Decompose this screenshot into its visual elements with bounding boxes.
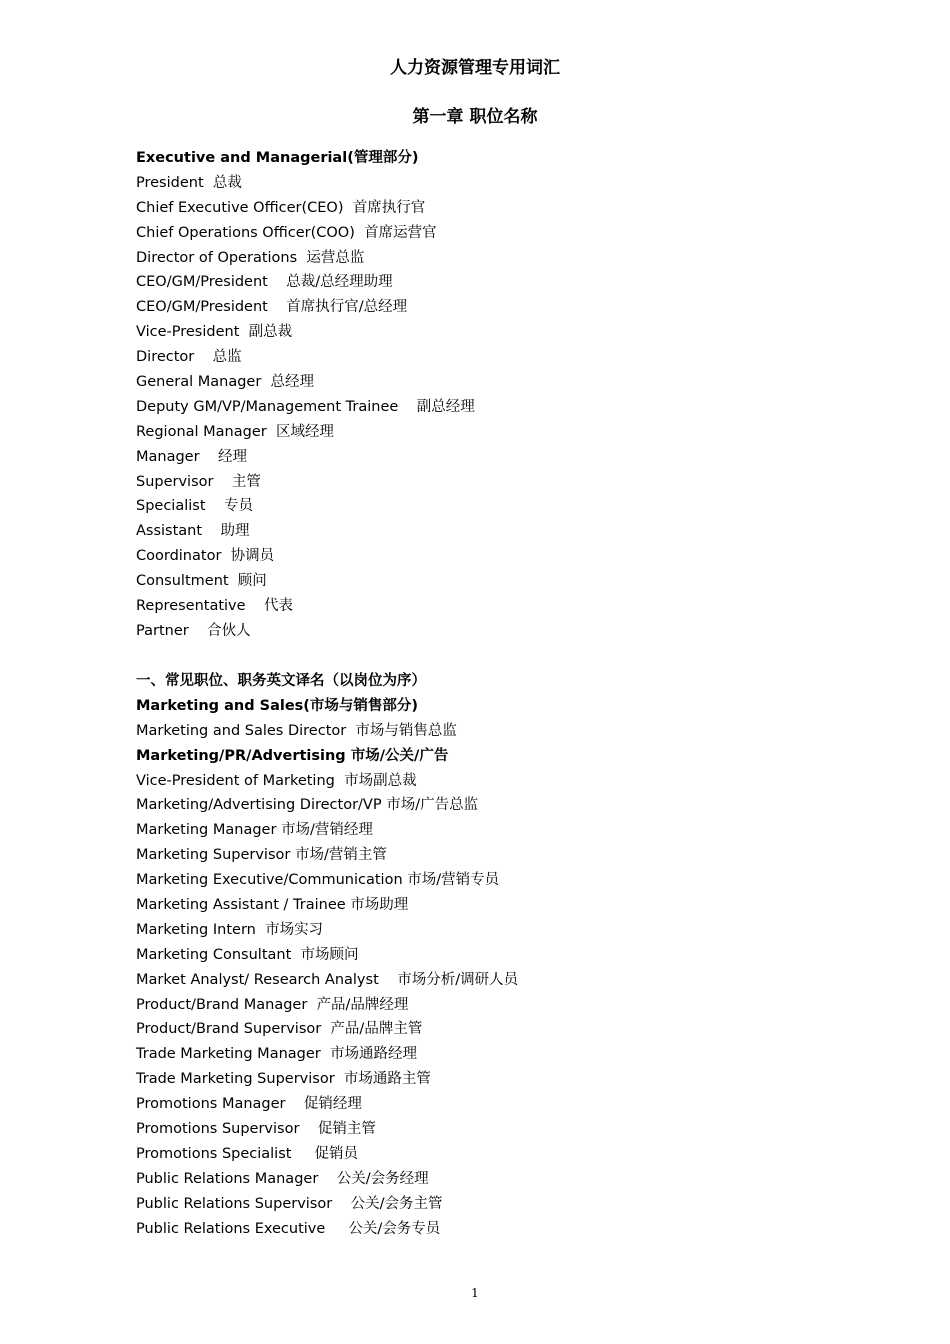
- list-item: Public Relations Manager 公关/会务经理: [136, 1170, 429, 1187]
- list-item: Vice-President of Marketing 市场副总裁: [136, 772, 417, 789]
- list-item: Vice-President 副总裁: [136, 324, 293, 341]
- list-item: Promotions Manager 促销经理: [136, 1096, 362, 1113]
- list-item: Director of Operations 运营总监: [136, 249, 365, 266]
- list-item: Deputy GM/VP/Management Trainee 副总经理: [136, 398, 475, 415]
- list-item: Manager 经理: [136, 448, 247, 465]
- list-item: President 总裁: [136, 174, 242, 191]
- list-item: Consultment 顾问: [136, 573, 267, 590]
- document-title: 人力资源管理专用词汇: [390, 58, 560, 78]
- list-item: Marketing and Sales Director 市场与销售总监: [136, 722, 457, 739]
- list-item: Director 总监: [136, 349, 242, 366]
- chapter-title: 第一章 职位名称: [412, 107, 538, 127]
- section-heading: 一、常见职位、职务英文译名（以岗位为序）: [136, 673, 426, 689]
- list-item: Representative 代表: [136, 598, 294, 615]
- list-item: Trade Marketing Supervisor 市场通路主管: [136, 1071, 431, 1088]
- list-item: CEO/GM/President 总裁/总经理助理: [136, 274, 393, 291]
- list-item: Marketing Intern 市场实习: [136, 921, 324, 938]
- list-item: Coordinator 协调员: [136, 548, 275, 565]
- common-titles-section: [136, 669, 836, 1241]
- list-item: Product/Brand Supervisor 产品/品牌主管: [136, 1021, 423, 1038]
- list-item: Trade Marketing Manager 市场通路经理: [136, 1046, 417, 1063]
- list-item: Public Relations Executive 公关/会务专员: [136, 1220, 441, 1237]
- list-item: Promotions Specialist 促销员: [136, 1145, 358, 1162]
- executive-section: [136, 146, 836, 644]
- list-item: Chief Operations Officer(COO) 首席运营官: [136, 224, 437, 241]
- list-item: Partner 合伙人: [136, 622, 251, 639]
- subsection-heading: Marketing and Sales(市场与销售部分): [136, 697, 419, 714]
- list-item: Assistant 助理: [136, 523, 250, 540]
- list-item: Specialist 专员: [136, 498, 253, 515]
- list-item: Marketing Manager 市场/营销经理: [136, 822, 373, 839]
- list-item: Marketing Assistant / Trainee 市场助理: [136, 897, 409, 914]
- list-item: CEO/GM/President 首席执行官/总经理: [136, 299, 408, 316]
- page-number: 1: [471, 1286, 479, 1300]
- list-item: Regional Manager 区域经理: [136, 423, 334, 440]
- list-item: Marketing Consultant 市场顾问: [136, 946, 359, 963]
- list-item: Marketing/Advertising Director/VP 市场/广告总监: [136, 797, 479, 814]
- list-item: Marketing Executive/Communication 市场/营销专员: [136, 872, 500, 889]
- list-item: Promotions Supervisor 促销主管: [136, 1121, 376, 1138]
- list-item: Public Relations Supervisor 公关/会务主管: [136, 1195, 443, 1212]
- list-item: Supervisor 主管: [136, 473, 261, 490]
- section-heading: Executive and Managerial(管理部分): [136, 150, 419, 166]
- group-heading: Marketing/PR/Advertising 市场/公关/广告: [136, 747, 449, 764]
- list-item: Marketing Supervisor 市场/营销主管: [136, 847, 387, 864]
- list-item: General Manager 总经理: [136, 374, 315, 391]
- list-item: Market Analyst/ Research Analyst 市场分析/调研人员: [136, 971, 519, 988]
- list-item: Chief Executive Officer(CEO) 首席执行官: [136, 199, 426, 216]
- list-item: Product/Brand Manager 产品/品牌经理: [136, 996, 409, 1013]
